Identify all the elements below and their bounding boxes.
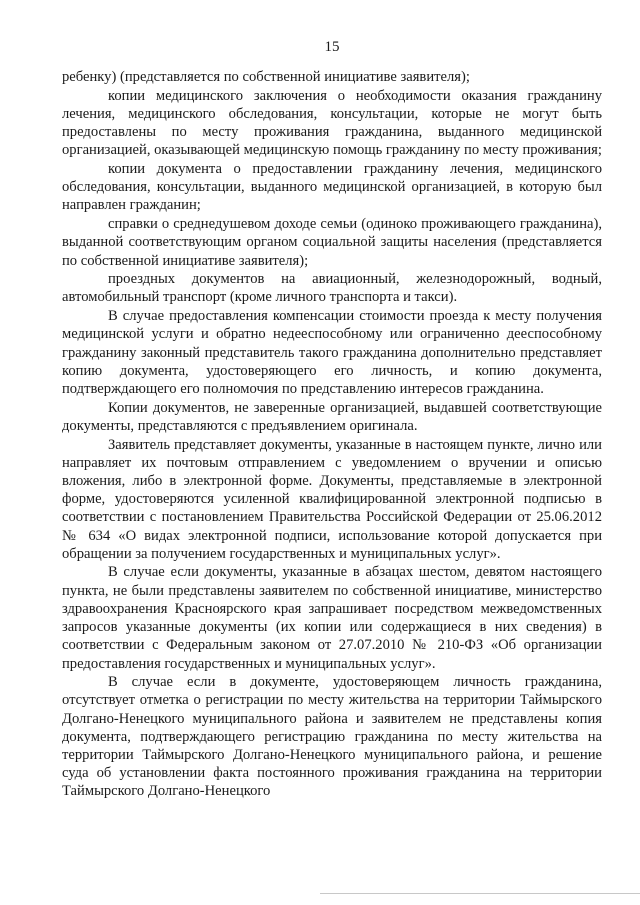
paragraph: В случае предоставления компенсации стоимости проезда к месту получения медицинской услуги и обратно недееспособному или ограниченно дееспособному гражданину законный представитель такого гражданина дополнительно представляет копию документа, удостоверяющего его личность, и копию документа, подтверждающего его полномочия по представлению интересов гражданина.	[62, 308, 602, 397]
paragraph: справки о среднедушевом доходе семьи (одиноко проживающего гражданина), выданной соответствующим органом социальной защиты населения (представляется по собственной инициативе заявителя);	[62, 216, 602, 269]
paragraph: Копии документов, не заверенные организацией, выдавшей соответствующие документы, представляются с предъявлением оригинала.	[62, 399, 602, 434]
paragraph: проездных документов на авиационный, железнодорожный, водный, автомобильный транспорт (кроме личного транспорта и такси).	[62, 271, 602, 306]
page-number: 15	[324, 39, 340, 55]
scan-edge-line	[320, 893, 640, 894]
paragraph: В случае если документы, указанные в абзацах шестом, девятом настоящего пункта, не были представлены заявителем по собственной инициативе, министерство здравоохранения Красноярского края запрашивает посредством межведомственных запросов указанные документы (их копии или содержащиеся в них сведения) в соответствии с Федеральным законом от 27.07.2010 № 210-ФЗ «Об организации предоставления государственных и муниципальных услуг».	[62, 564, 602, 672]
paragraph: копии документа о предоставлении гражданину лечения, медицинского обследования, консультации, выданного медицинской организацией, в которую был направлен гражданин;	[62, 161, 602, 214]
paragraph: В случае если в документе, удостоверяющем личность гражданина, отсутствует отметка о регистрации по месту жительства на территории Таймырского Долгано-Ненецкого муниципального района и заявителем не представлены копия документа, подтверждающего регистрацию гражданина по месту жительства на территории Таймырского Долгано-Ненецкого муниципального района, и решение суда об установлении факта постоянного проживания гражданина на территории Таймырского Долгано-Ненецкого	[62, 674, 602, 800]
paragraph: Заявитель представляет документы, указанные в настоящем пункте, лично или направляет их почтовым отправлением с уведомлением о вручении и описью вложения, либо в электронной форме. Документы, представляемые в электронной форме, удостоверяются усиленной квалифицированной электронной подписью в соответствии с постановлением Правительства Российской Федерации от 25.06.2012 № 634 «О видах электронной подписи, использование которой допускается при обращении за получением государственных и муниципальных услуг».	[62, 436, 602, 562]
paragraph: копии медицинского заключения о необходимости оказания гражданину лечения, медицинского обследования, консультации, которые не могут быть предоставлены по месту проживания гражданина, выданного медицинской организацией, оказывающей медицинскую помощь гражданину по месту проживания;	[62, 87, 602, 159]
paragraph: ребенку) (представляется по собственной инициативе заявителя);	[62, 69, 470, 85]
document-body	[62, 68, 602, 801]
